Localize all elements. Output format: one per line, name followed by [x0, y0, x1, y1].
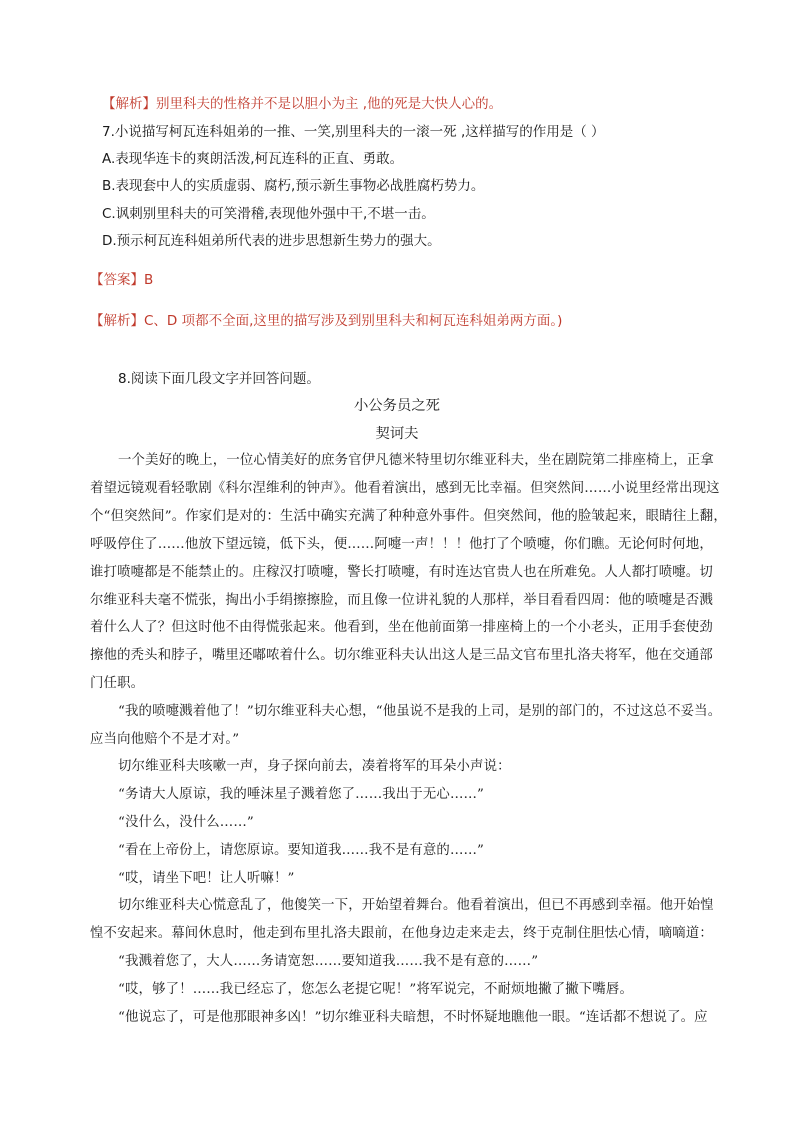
story-line: “他说忘了，可是他那眼神多凶！”切尔维亚科夫暗想，不时怀疑地瞧他一眼。“连话都不想说了。应 — [118, 1010, 708, 1025]
story-line: 门任职。 — [90, 676, 145, 691]
story-line: 擦他的秃头和脖子，嘴里还嘟哝着什么。切尔维亚科夫认出这人是三品文官布里扎洛夫将军，他在交通部 — [90, 648, 713, 663]
story-line: “哎，请坐下吧！让人听嘛！” — [118, 871, 295, 886]
story-line: “看在上帝份上，请您原谅。要知道我……我不是有意的……” — [118, 843, 485, 858]
q7-option-c: C.讽刺别里科夫的可笑滑稽,表现他外强中干,不堪一击。 — [102, 206, 435, 222]
answer-value: B — [144, 272, 154, 288]
analysis-text: 别里科夫的性格并不是以胆小为主 ,他的死是大快人心的。 — [156, 96, 503, 112]
q7-answer — [90, 271, 153, 289]
story-line: 切尔维亚科夫咳嗽一声，身子探向前去，凑着将军的耳朵小声说： — [118, 759, 511, 774]
story-line: 一个美好的晚上，一位心情美好的庶务官伊凡德米特里切尔维亚科夫，坐在剧院第二排座椅上，正拿 — [118, 453, 714, 468]
story-line: “务请大人原谅，我的唾沫星子溅着您了……我出于无心……” — [118, 787, 485, 802]
q6-analysis — [102, 95, 502, 113]
story-line: “哎，够了！……我已经忘了，您怎么老提它呢！”将军说完，不耐烦地撇了撇下嘴唇。 — [118, 982, 633, 997]
story-line: 着什么人了？但这时他不由得慌张起来。他看到，坐在他前面第一排座椅上的一个小老头，正用手套使劲 — [90, 620, 713, 635]
story-line: “我溅着您了，大人……务请宽恕……要知道我……我不是有意的……” — [118, 954, 539, 969]
story-line: 应当向他赔个不是才对。” — [90, 732, 240, 747]
q7-option-a: A.表现华连卡的爽朗活泼,柯瓦连科的正直、勇敢。 — [102, 151, 404, 167]
story-line: 着望远镜观看轻歌剧《科尔涅维利的钟声》。他看着演出，感到无比幸福。但突然间……小说里经常出现这 — [90, 481, 720, 496]
answer-label: 【答案】 — [90, 272, 144, 288]
story-line: 切尔维亚科夫心慌意乱了，他傻笑一下，开始望着舞台。他看着演出，但已不再感到幸福。他开始惶 — [118, 898, 714, 913]
q7-analysis — [90, 312, 562, 330]
analysis-text: C、D 项都不全面,这里的描写涉及到别里科夫和柯瓦连科姐弟两方面。) — [144, 313, 563, 329]
analysis-label: 【解析】 — [102, 96, 156, 112]
q7-option-b: B.表现套中人的实质虚弱、腐朽,预示新生事物必战胜腐朽势力。 — [102, 178, 485, 194]
analysis-label: 【解析】 — [90, 313, 144, 329]
story-line: 谁打喷嚏都是不能禁止的。庄稼汉打喷嚏，警长打喷嚏，有时连达官贵人也在所难免。人人都打喷嚏。切 — [90, 565, 713, 580]
story-line: “我的喷嚏溅着他了！”切尔维亚科夫心想，“他虽说不是我的上司，是别的部门的，不过这总不妥当。 — [118, 704, 722, 719]
story-line: 个“但突然间”。作家们是对的：生活中确实充满了种种意外事件。但突然间，他的脸皱起来，眼睛往上翻， — [90, 509, 727, 524]
q8-stem: 8.阅读下面几段文字并回答问题。 — [118, 371, 320, 387]
story-line: “没什么，没什么……” — [118, 815, 254, 830]
q7-option-d: D.预示柯瓦连科姐弟所代表的进步思想新生势力的强大。 — [102, 233, 441, 249]
story-title: 小公务员之死 — [353, 398, 441, 414]
q7-stem: 7.小说描写柯瓦连科姐弟的一推、一笑,别里科夫的一滚一死 ,这样描写的作用是（ ） — [102, 124, 605, 140]
story-line: 惶不安起来。幕间休息时，他走到布里扎洛夫跟前，在他身边走来走去，终于克制住胆怯心情，嘀嘀道： — [90, 926, 713, 941]
story-line: 尔维亚科夫毫不慌张，掏出小手绢擦擦脸，而且像一位讲礼貌的人那样，举目看看四周：他的喷嚏是否溅 — [90, 593, 713, 608]
story-line: 呼吸停住了……他放下望远镜，低下头，便……阿嚏一声！！！他打了个喷嚏，你们瞧。无论何时何地， — [90, 537, 713, 552]
story-author: 契诃夫 — [375, 426, 419, 442]
